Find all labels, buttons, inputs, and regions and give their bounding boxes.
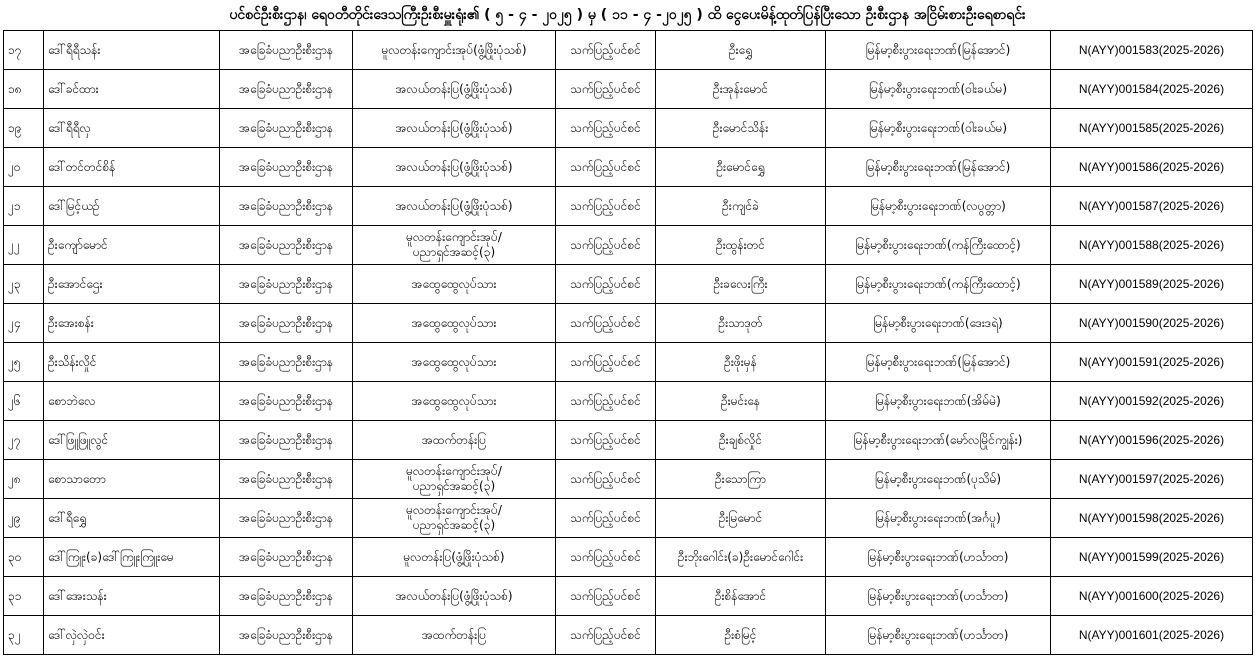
- retiree-name-cell: ဒေါ်လှဲလှဲဝင်း: [44, 616, 220, 655]
- table-row: [4, 304, 1253, 343]
- retiree-name-cell: ဦးအေးစန်း: [44, 304, 220, 343]
- department-cell: အခြေခံပညာဦးစီးဌာန: [220, 265, 353, 304]
- table-row: [4, 421, 1253, 460]
- row-number-cell: ၂၈: [4, 460, 44, 499]
- father-name-cell: ဦးအုန်းမောင်: [656, 70, 826, 109]
- position-cell: [353, 265, 556, 304]
- table-row: [4, 382, 1253, 421]
- father-name-cell: ဦးဖိုးမှန်: [656, 343, 826, 382]
- pension-type-cell: သက်ပြည့်ပင်စင်: [556, 499, 656, 538]
- department-cell: အခြေခံပညာဦးစီးဌာန: [220, 109, 353, 148]
- retiree-name-cell: ဒေါ်မြင့်ယဉ်: [44, 187, 220, 226]
- row-number-cell: ၂၄: [4, 304, 44, 343]
- retiree-name-cell: စောဘဲလေ: [44, 382, 220, 421]
- position-line: ပညာရှင်အဆင့်(၃): [412, 479, 496, 493]
- bank-branch-cell: မြန်မာ့စီးပွားရေးဘဏ်(မြန်အောင်): [826, 148, 1051, 187]
- position-line: အလယ်တန်းပြ(ဖွံ့ဖြိုးပုံသစ်): [395, 159, 513, 174]
- bank-branch-cell: မြန်မာ့စီးပွားရေးဘဏ်(ကန်ကြီးထောင့်): [826, 226, 1051, 265]
- row-number-cell: ၁၇: [4, 31, 44, 70]
- position-cell: [353, 499, 556, 538]
- department-cell: အခြေခံပညာဦးစီးဌာန: [220, 616, 353, 655]
- department-cell: အခြေခံပညာဦးစီးဌာန: [220, 499, 353, 538]
- row-number-cell: ၂၀: [4, 148, 44, 187]
- row-number-cell: ၂၉: [4, 499, 44, 538]
- position-cell: [353, 577, 556, 616]
- bank-branch-cell: မြန်မာ့စီးပွားရေးဘဏ်(ကန်ကြီးထောင့်): [826, 265, 1051, 304]
- position-line: ပညာရှင်အဆင့်(၃): [412, 518, 496, 532]
- position-line: အလယ်တန်းပြ(ဖွံ့ဖြိုးပုံသစ်): [395, 81, 513, 96]
- department-cell: အခြေခံပညာဦးစီးဌာန: [220, 70, 353, 109]
- bank-branch-cell: မြန်မာ့စီးပွားရေးဘဏ်(မြန်အောင်): [826, 343, 1051, 382]
- pension-type-cell: သက်ပြည့်ပင်စင်: [556, 265, 656, 304]
- position-cell: [353, 343, 556, 382]
- department-cell: အခြေခံပညာဦးစီးဌာန: [220, 148, 353, 187]
- father-name-cell: ဦးကျင်ခဲ: [656, 187, 826, 226]
- department-cell: အခြေခံပညာဦးစီးဌာန: [220, 226, 353, 265]
- pension-type-cell: သက်ပြည့်ပင်စင်: [556, 187, 656, 226]
- position-line: မူလတန်းကျောင်းအုပ်/: [406, 503, 502, 517]
- position-cell: [353, 148, 556, 187]
- row-number-cell: ၃၀: [4, 538, 44, 577]
- father-name-cell: ဦးမောင်ရွှေ: [656, 148, 826, 187]
- pension-id-cell: N(AYY)001600(2025-2026): [1051, 577, 1253, 616]
- retiree-name-cell: ဒေါ်ခင်ထား: [44, 70, 220, 109]
- bank-branch-cell: မြန်မာ့စီးပွားရေးဘဏ်(ဟင်္သာတ): [826, 577, 1051, 616]
- pension-type-cell: သက်ပြည့်ပင်စင်: [556, 616, 656, 655]
- father-name-cell: ဦးထွန်းတင်: [656, 226, 826, 265]
- father-name-cell: ဦးဘိုးဂေါင်း(ခ)ဦးမောင်ဂေါင်း: [656, 538, 826, 577]
- position-line: အထက်တန်းပြ: [421, 627, 487, 642]
- row-number-cell: ၂၂: [4, 226, 44, 265]
- department-cell: အခြေခံပညာဦးစီးဌာန: [220, 304, 353, 343]
- table-row: [4, 226, 1253, 265]
- position-cell: [353, 70, 556, 109]
- pension-id-cell: N(AYY)001591(2025-2026): [1051, 343, 1253, 382]
- pension-id-cell: N(AYY)001592(2025-2026): [1051, 382, 1253, 421]
- position-line: မူလတန်းပြ(ဖွံ့ဖြိုးပုံသစ်): [403, 549, 505, 564]
- bank-branch-cell: မြန်မာ့စီးပွားရေးဘဏ်(အင်္ဂပူ): [826, 499, 1051, 538]
- father-name-cell: ဦးရွှေ: [656, 31, 826, 70]
- pension-type-cell: သက်ပြည့်ပင်စင်: [556, 382, 656, 421]
- father-name-cell: ဦးမင်းနေ: [656, 382, 826, 421]
- bank-branch-cell: မြန်မာ့စီးပွားရေးဘဏ်(ဟင်္သာတ): [826, 538, 1051, 577]
- pension-table: [3, 30, 1253, 655]
- father-name-cell: ဦးသောကြာ: [656, 460, 826, 499]
- pension-type-cell: သက်ပြည့်ပင်စင်: [556, 70, 656, 109]
- retiree-name-cell: စောသာတော: [44, 460, 220, 499]
- pension-id-cell: N(AYY)001590(2025-2026): [1051, 304, 1253, 343]
- retiree-name-cell: ဒေါ်ရီရီလှ: [44, 109, 220, 148]
- pension-type-cell: သက်ပြည့်ပင်စင်: [556, 343, 656, 382]
- position-line: အထွေထွေလုပ်သား: [411, 315, 497, 330]
- position-cell: [353, 31, 556, 70]
- table-row: [4, 343, 1253, 382]
- row-number-cell: ၂၇: [4, 421, 44, 460]
- position-cell: [353, 616, 556, 655]
- bank-branch-cell: မြန်မာ့စီးပွားရေးဘဏ်(ပုသိမ်): [826, 460, 1051, 499]
- table-row: [4, 109, 1253, 148]
- position-cell: [353, 460, 556, 499]
- pension-type-cell: သက်ပြည့်ပင်စင်: [556, 460, 656, 499]
- table-row: [4, 577, 1253, 616]
- retiree-name-cell: ဒေါ်တင်တင်စိန်: [44, 148, 220, 187]
- pension-id-cell: N(AYY)001599(2025-2026): [1051, 538, 1253, 577]
- position-cell: [353, 421, 556, 460]
- pension-type-cell: သက်ပြည့်ပင်စင်: [556, 538, 656, 577]
- retiree-name-cell: ဦးကျော်မောင်: [44, 226, 220, 265]
- department-cell: အခြေခံပညာဦးစီးဌာန: [220, 577, 353, 616]
- pension-id-cell: N(AYY)001588(2025-2026): [1051, 226, 1253, 265]
- pension-type-cell: သက်ပြည့်ပင်စင်: [556, 31, 656, 70]
- retiree-name-cell: ဒေါ်အေးသန်း: [44, 577, 220, 616]
- position-line: ပညာရှင်အဆင့်(၃): [412, 245, 496, 259]
- row-number-cell: ၂၆: [4, 382, 44, 421]
- retiree-name-cell: ဦးအောင်ဌေး: [44, 265, 220, 304]
- pension-id-cell: N(AYY)001586(2025-2026): [1051, 148, 1253, 187]
- father-name-cell: ဦးစိန်အောင်: [656, 577, 826, 616]
- position-line: မူလတန်းကျောင်းအုပ်/: [406, 464, 502, 478]
- table-row: [4, 70, 1253, 109]
- department-cell: အခြေခံပညာဦးစီးဌာန: [220, 460, 353, 499]
- row-number-cell: ၂၃: [4, 265, 44, 304]
- pension-type-cell: သက်ပြည့်ပင်စင်: [556, 421, 656, 460]
- position-cell: [353, 226, 556, 265]
- row-number-cell: ၂၅: [4, 343, 44, 382]
- bank-branch-cell: မြန်မာ့စီးပွားရေးဘဏ်(ဝါးခယ်မ): [826, 70, 1051, 109]
- pension-id-cell: N(AYY)001584(2025-2026): [1051, 70, 1253, 109]
- position-line: မူလတန်းကျောင်းအုပ်/: [406, 230, 502, 244]
- row-number-cell: ၂၁: [4, 187, 44, 226]
- table-row: [4, 460, 1253, 499]
- position-cell: [353, 187, 556, 226]
- bank-branch-cell: မြန်မာ့စီးပွားရေးဘဏ်(မြန်အောင်): [826, 31, 1051, 70]
- table-row: [4, 265, 1253, 304]
- retiree-name-cell: ဦးသိန်းလှိုင်: [44, 343, 220, 382]
- department-cell: အခြေခံပညာဦးစီးဌာန: [220, 343, 353, 382]
- pension-type-cell: သက်ပြည့်ပင်စင်: [556, 109, 656, 148]
- position-line: အထက်တန်းပြ: [421, 432, 487, 447]
- position-cell: [353, 382, 556, 421]
- pension-type-cell: သက်ပြည့်ပင်စင်: [556, 577, 656, 616]
- position-line: အလယ်တန်းပြ(ဖွံ့ဖြိုးပုံသစ်): [395, 588, 513, 603]
- bank-branch-cell: မြန်မာ့စီးပွားရေးဘဏ်(လပွတ္တာ): [826, 187, 1051, 226]
- father-name-cell: ဦးမောင်သိန်း: [656, 109, 826, 148]
- department-cell: အခြေခံပညာဦးစီးဌာန: [220, 538, 353, 577]
- father-name-cell: ဦးမြမောင်: [656, 499, 826, 538]
- pension-type-cell: သက်ပြည့်ပင်စင်: [556, 304, 656, 343]
- pension-type-cell: သက်ပြည့်ပင်စင်: [556, 226, 656, 265]
- retiree-name-cell: ဒေါ်ဖြူဖြူလွင်: [44, 421, 220, 460]
- bank-branch-cell: မြန်မာ့စီးပွားရေးဘဏ်(မော်လမြိုင်ကျွန်း): [826, 421, 1051, 460]
- position-line: အထွေထွေလုပ်သား: [411, 393, 497, 408]
- retiree-name-cell: ဒေါ်ကြူး(ခ)ဒေါ်ကြူးကြူးမေ: [44, 538, 220, 577]
- pension-id-cell: N(AYY)001598(2025-2026): [1051, 499, 1253, 538]
- pension-id-cell: N(AYY)001596(2025-2026): [1051, 421, 1253, 460]
- pension-id-cell: N(AYY)001583(2025-2026): [1051, 31, 1253, 70]
- father-name-cell: ဦးချစ်လှိုင်: [656, 421, 826, 460]
- position-cell: [353, 304, 556, 343]
- pension-id-cell: N(AYY)001597(2025-2026): [1051, 460, 1253, 499]
- pension-type-cell: သက်ပြည့်ပင်စင်: [556, 148, 656, 187]
- father-name-cell: ဦးသာဒုတ်: [656, 304, 826, 343]
- row-number-cell: ၁၈: [4, 70, 44, 109]
- page-title: ပင်စင်ဦးစီးဌာန၊ ရေဝတီတိုင်းဒေသကြီးဦးစီးမှူးရုံး၏ ( ၅ - ၄ - ၂၀၂၅ ) မှ ( ၁၁ - ၄ -၂၀၂၅ ) ထိ ငွေပေးမိန့်ထုတ်ပြန်ပြီးသော ဦးစီးဌာန အငြိမ်းစားဦးရေစာရင်း: [229, 6, 1026, 23]
- position-line: အလယ်တန်းပြ(ဖွံ့ဖြိုးပုံသစ်): [395, 120, 513, 135]
- department-cell: အခြေခံပညာဦးစီးဌာန: [220, 421, 353, 460]
- row-number-cell: ၃၂: [4, 616, 44, 655]
- position-line: အထွေထွေလုပ်သား: [411, 354, 497, 369]
- position-cell: [353, 538, 556, 577]
- position-line: အလယ်တန်းပြ(ဖွံ့ဖြိုးပုံသစ်): [395, 198, 513, 213]
- table-row: [4, 499, 1253, 538]
- bank-branch-cell: မြန်မာ့စီးပွားရေးဘဏ်(အိမ်မဲ): [826, 382, 1051, 421]
- row-number-cell: ၁၉: [4, 109, 44, 148]
- table-row: [4, 31, 1253, 70]
- position-line: မူလတန်းကျောင်းအုပ်(ဖွံ့ဖြိုးပုံသစ်): [381, 42, 527, 57]
- bank-branch-cell: မြန်မာ့စီးပွားရေးဘဏ်(ဝါးခယ်မ): [826, 109, 1051, 148]
- row-number-cell: ၃၁: [4, 577, 44, 616]
- table-row: [4, 538, 1253, 577]
- retiree-name-cell: ဒေါ်ရီရီသန်း: [44, 31, 220, 70]
- department-cell: အခြေခံပညာဦးစီးဌာန: [220, 31, 353, 70]
- table-row: [4, 148, 1253, 187]
- bank-branch-cell: မြန်မာ့စီးပွားရေးဘဏ်(ဟင်္သာတ): [826, 616, 1051, 655]
- pension-id-cell: N(AYY)001587(2025-2026): [1051, 187, 1253, 226]
- department-cell: အခြေခံပညာဦးစီးဌာန: [220, 382, 353, 421]
- pension-id-cell: N(AYY)001601(2025-2026): [1051, 616, 1253, 655]
- pension-id-cell: N(AYY)001585(2025-2026): [1051, 109, 1253, 148]
- bank-branch-cell: မြန်မာ့စီးပွားရေးဘဏ်(ဒေးဒရဲ): [826, 304, 1051, 343]
- table-row: [4, 616, 1253, 655]
- table-row: [4, 187, 1253, 226]
- position-line: အထွေထွေလုပ်သား: [411, 276, 497, 291]
- father-name-cell: ဦးခလေးကြီး: [656, 265, 826, 304]
- pension-id-cell: N(AYY)001589(2025-2026): [1051, 265, 1253, 304]
- position-cell: [353, 109, 556, 148]
- retiree-name-cell: ဒေါ်ရီရွှေ: [44, 499, 220, 538]
- father-name-cell: ဦးစံမြင့်: [656, 616, 826, 655]
- department-cell: အခြေခံပညာဦးစီးဌာန: [220, 187, 353, 226]
